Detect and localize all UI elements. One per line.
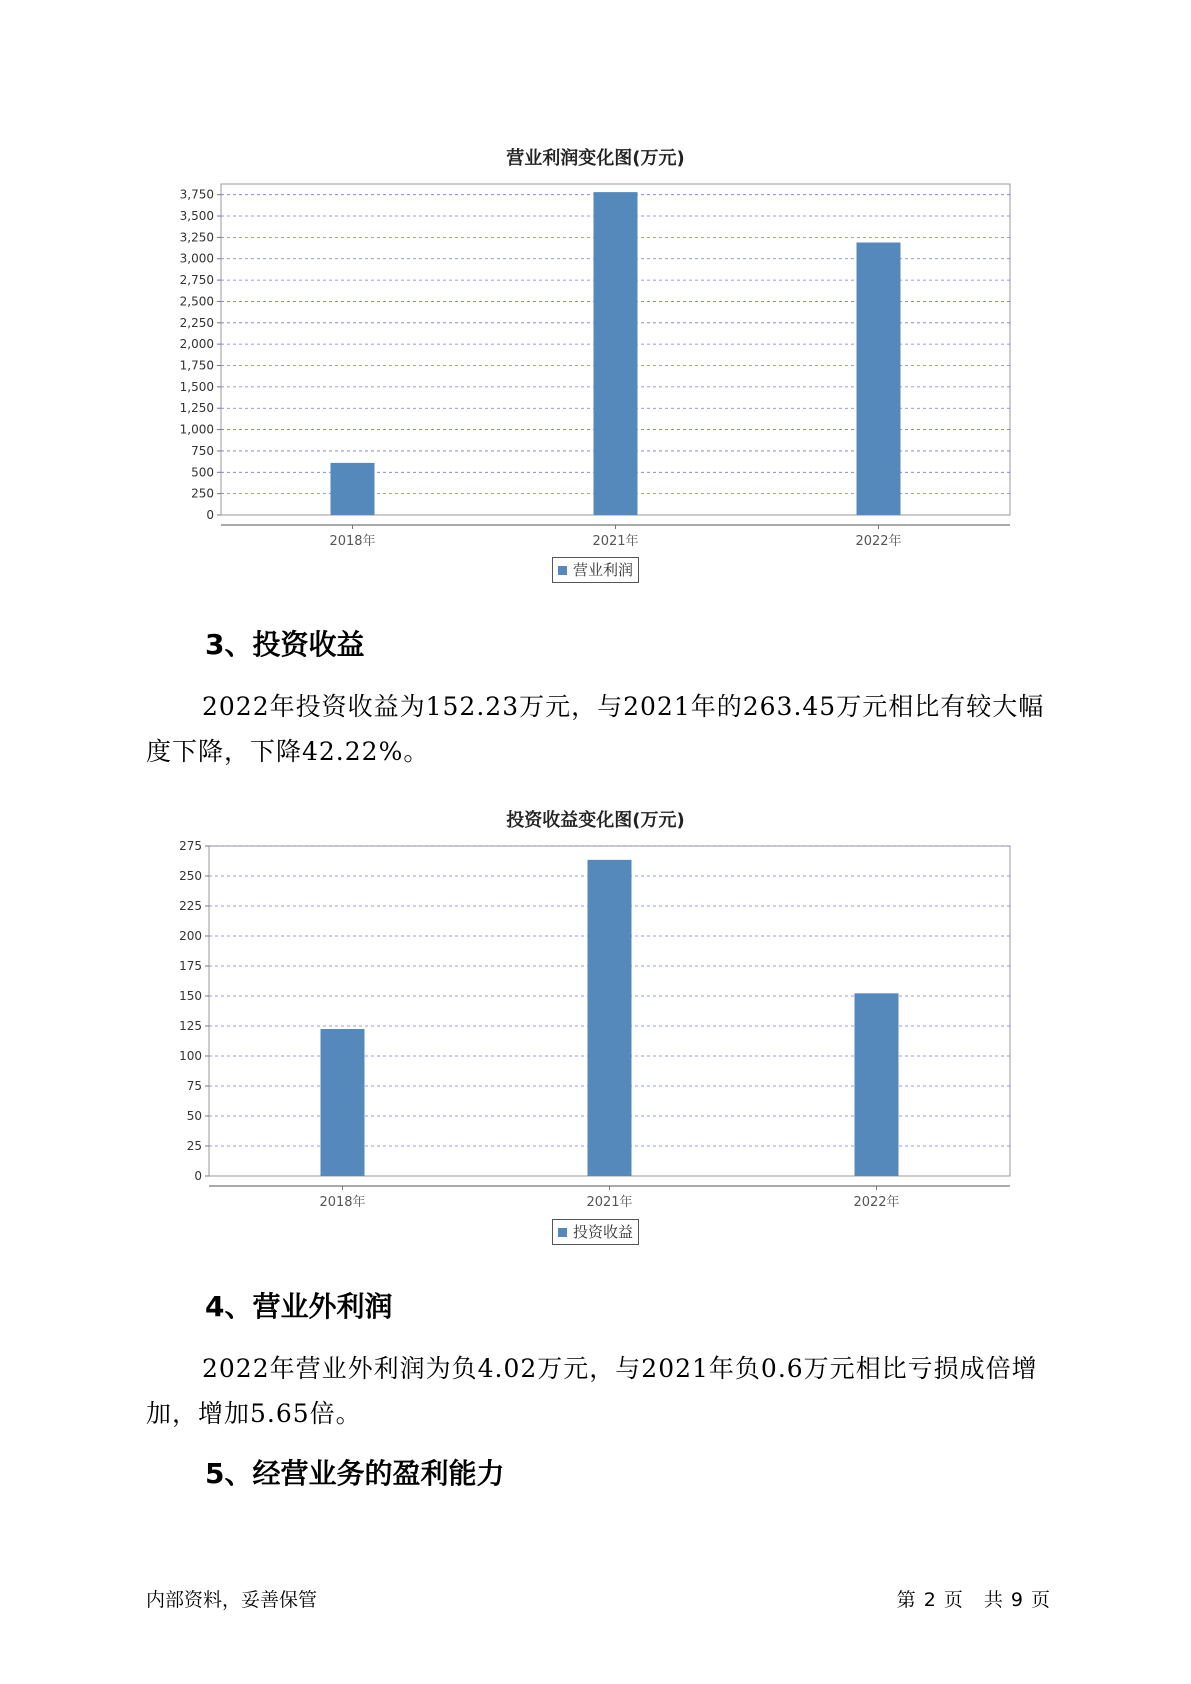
- bar-2021年: [594, 192, 638, 515]
- y-tick-label: 25: [186, 1139, 202, 1153]
- x-tick-label: 2018年: [319, 1195, 366, 1210]
- y-tick-label: 250: [179, 869, 202, 883]
- chart2-legend: [552, 1219, 639, 1245]
- section3-paragraph: 2022年投资收益为152.23万元，与2021年的263.45万元相比有较大幅度下降，下降42.22%。: [146, 692, 1045, 766]
- y-tick-label: 2,500: [179, 294, 214, 309]
- chart1-legend: [552, 557, 639, 583]
- y-tick-label: 2,000: [179, 337, 214, 352]
- x-tick-label: 2018年: [329, 534, 376, 549]
- y-tick-label: 3,250: [179, 230, 214, 245]
- y-tick-label: 500: [191, 465, 214, 480]
- y-tick-label: 125: [179, 1019, 202, 1033]
- y-tick-label: 250: [191, 486, 214, 501]
- y-tick-label: 200: [179, 929, 202, 943]
- y-tick-label: 150: [179, 989, 202, 1003]
- chart1-title: 营业利润变化图(万元): [506, 148, 685, 169]
- section4-heading: 4、营业外利润: [205, 1290, 393, 1323]
- chart2-legend-label: 投资收益: [573, 1223, 634, 1241]
- investment-income-chart: [0, 839, 1191, 1210]
- y-tick-label: 1,000: [179, 422, 214, 437]
- y-tick-label: 2,250: [179, 315, 214, 330]
- y-tick-label: 2,750: [179, 273, 214, 288]
- section3-heading: 3、投资收益: [205, 628, 365, 661]
- y-tick-label: 175: [179, 959, 202, 973]
- x-tick-label: 2021年: [592, 534, 639, 549]
- y-tick-label: 50: [186, 1109, 202, 1123]
- section5-heading: 5、经营业务的盈利能力: [205, 1457, 505, 1490]
- y-tick-label: 1,500: [179, 379, 214, 394]
- footer-confidential-note: 内部资料，妥善保管: [146, 1589, 318, 1611]
- footer-page-number: 第 2 页 共 9 页: [896, 1589, 1051, 1611]
- x-tick-label: 2022年: [855, 534, 902, 549]
- y-tick-label: 3,000: [179, 251, 214, 266]
- legend-swatch: [558, 566, 567, 575]
- y-tick-label: 75: [186, 1079, 202, 1093]
- y-tick-label: 0: [194, 1169, 202, 1183]
- y-tick-label: 3,500: [179, 209, 214, 224]
- x-tick-label: 2022年: [853, 1195, 900, 1210]
- y-tick-label: 1,750: [179, 358, 214, 373]
- y-tick-label: 275: [179, 839, 202, 853]
- bar-2018年: [331, 463, 375, 515]
- y-tick-label: 225: [179, 899, 202, 913]
- y-tick-label: 0: [206, 508, 214, 522]
- y-tick-label: 750: [191, 443, 214, 458]
- chart2-title: 投资收益变化图(万元): [506, 810, 685, 831]
- chart1-legend-label: 营业利润: [573, 561, 634, 579]
- x-tick-label: 2021年: [586, 1195, 633, 1210]
- y-tick-label: 3,750: [179, 187, 214, 202]
- bar-2022年: [855, 993, 899, 1176]
- y-tick-label: 100: [179, 1049, 202, 1063]
- bar-2021年: [588, 860, 632, 1176]
- y-tick-label: 1,250: [179, 401, 214, 416]
- legend-swatch: [558, 1228, 567, 1237]
- bar-2022年: [857, 243, 901, 515]
- section4-paragraph: 2022年营业外利润为负4.02万元，与2021年负0.6万元相比亏损成倍增加，增加5.65倍。: [146, 1354, 1038, 1428]
- operating-profit-chart: [0, 180, 1191, 549]
- bar-2018年: [321, 1029, 365, 1176]
